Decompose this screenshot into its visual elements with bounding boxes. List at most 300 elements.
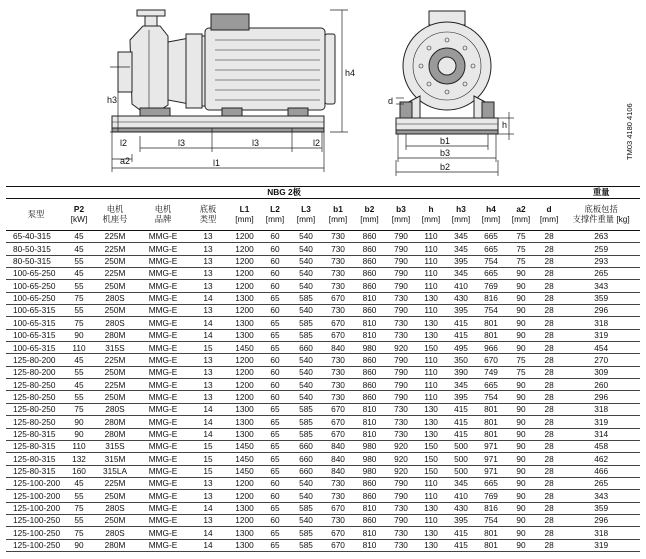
table-cell: 125-100-200 [6, 490, 66, 502]
table-cell: 280S [92, 317, 138, 329]
table-cell: 670 [323, 292, 353, 304]
table-cell: 110 [416, 255, 446, 267]
table-cell: 90 [66, 539, 92, 551]
table-cell: 971 [476, 440, 506, 452]
table-cell: 730 [323, 354, 353, 366]
table-cell: 14 [188, 329, 228, 341]
table-cell: 90 [66, 428, 92, 440]
table-cell: 280S [92, 403, 138, 415]
column-header-label: b1 [333, 204, 343, 214]
table-cell: 55 [66, 514, 92, 526]
table-cell: 769 [476, 490, 506, 502]
table-cell: MMG-E [138, 292, 188, 304]
table-cell: 1450 [228, 453, 261, 465]
column-header [386, 199, 416, 231]
table-cell: MMG-E [138, 428, 188, 440]
table-cell: 730 [323, 391, 353, 403]
table-cell: 415 [446, 317, 476, 329]
column-header-label: h3 [456, 204, 466, 214]
column-header-unit: [mm] [328, 213, 348, 224]
table-cell: 860 [353, 354, 386, 366]
table-cell: 585 [289, 502, 323, 514]
column-header [562, 199, 640, 231]
table-cell: 1200 [228, 354, 261, 366]
table-cell: 790 [386, 514, 416, 526]
table-cell: 540 [289, 231, 323, 243]
table-cell: 90 [506, 539, 536, 551]
table-cell: 801 [476, 329, 506, 341]
table-cell: MMG-E [138, 305, 188, 317]
table-cell: 730 [323, 379, 353, 391]
table-cell: 665 [476, 268, 506, 280]
column-header-unit: [mm] [511, 213, 531, 224]
table-cell: 390 [446, 366, 476, 378]
label-d: d [388, 96, 394, 106]
table-cell: 280M [92, 539, 138, 551]
table-cell: 13 [188, 268, 228, 280]
table-cell: 670 [323, 329, 353, 341]
table-cell: 920 [386, 465, 416, 477]
table-cell: 585 [289, 416, 323, 428]
column-header [476, 199, 506, 231]
table-cell: 125-100-250 [6, 527, 66, 539]
table-cell: 125-100-200 [6, 502, 66, 514]
table-row [6, 391, 640, 403]
table-cell: 585 [289, 317, 323, 329]
table-cell: 665 [476, 379, 506, 391]
table-cell: 65 [261, 416, 289, 428]
table-cell: 110 [416, 305, 446, 317]
table-cell: 670 [323, 539, 353, 551]
terminal-box [211, 14, 249, 30]
table-cell: 318 [562, 317, 640, 329]
table-cell: 790 [386, 231, 416, 243]
table-cell: 55 [66, 255, 92, 267]
table-cell: 343 [562, 490, 640, 502]
table-cell: 410 [446, 490, 476, 502]
column-header-label: 底板包括 [584, 204, 618, 214]
label-b1: b1 [440, 136, 451, 146]
table-cell: 801 [476, 416, 506, 428]
table-cell: 28 [536, 514, 562, 526]
table-cell: 250M [92, 514, 138, 526]
table-cell: MMG-E [138, 477, 188, 489]
table-cell: 840 [323, 465, 353, 477]
table-cell: 263 [562, 231, 640, 243]
table-cell: 45 [66, 379, 92, 391]
column-header [6, 199, 66, 231]
column-header-label: 电机 [154, 204, 172, 214]
table-cell: 13 [188, 243, 228, 255]
column-header [66, 199, 92, 231]
table-cell: 90 [66, 416, 92, 428]
column-header-label: 泵型 [27, 208, 45, 219]
table-cell: 585 [289, 428, 323, 440]
table-cell: 28 [536, 416, 562, 428]
table-cell: 110 [416, 490, 446, 502]
table-cell: 319 [562, 329, 640, 341]
table-cell: 13 [188, 391, 228, 403]
table-cell: 65 [261, 502, 289, 514]
table-cell: 150 [416, 453, 446, 465]
table-cell: 60 [261, 243, 289, 255]
column-header-label: h4 [486, 204, 496, 214]
table-cell: 790 [386, 280, 416, 292]
table-cell: 60 [261, 391, 289, 403]
table-cell: 125-80-200 [6, 354, 66, 366]
table-cell: 585 [289, 292, 323, 304]
table-cell: 15 [188, 453, 228, 465]
label-l2-right: l2 [313, 138, 321, 148]
table-cell: 840 [323, 440, 353, 452]
table-cell: 296 [562, 391, 640, 403]
table-cell: 90 [506, 305, 536, 317]
column-header [138, 199, 188, 231]
table-cell: 110 [66, 342, 92, 354]
table-cell: 280M [92, 329, 138, 341]
table-cell: 90 [506, 416, 536, 428]
table-cell: MMG-E [138, 403, 188, 415]
table-cell: MMG-E [138, 255, 188, 267]
table-cell: 860 [353, 379, 386, 391]
table-cell: 540 [289, 477, 323, 489]
table-cell: 670 [323, 416, 353, 428]
table-cell: 1200 [228, 255, 261, 267]
table-cell: 754 [476, 255, 506, 267]
column-header-label: b3 [396, 204, 406, 214]
table-cell: 730 [323, 490, 353, 502]
table-cell: 980 [353, 342, 386, 354]
table-cell: 730 [386, 317, 416, 329]
table-cell: 225M [92, 354, 138, 366]
table-row [6, 292, 640, 304]
table-cell: 280S [92, 502, 138, 514]
table-cell: 920 [386, 440, 416, 452]
table-cell: 754 [476, 305, 506, 317]
table-cell: 670 [323, 317, 353, 329]
table-cell: 810 [353, 329, 386, 341]
table-cell: 1300 [228, 329, 261, 341]
table-cell: 14 [188, 428, 228, 440]
table-cell: MMG-E [138, 342, 188, 354]
table-cell: 225M [92, 477, 138, 489]
table-cell: 15 [188, 465, 228, 477]
column-header-unit: 类型 [199, 213, 217, 224]
table-cell: 125-80-315 [6, 453, 66, 465]
table-cell: 100-65-315 [6, 329, 66, 341]
table-cell: 65 [261, 453, 289, 465]
table-cell: 65 [261, 440, 289, 452]
table-cell: 790 [386, 305, 416, 317]
table-cell: 540 [289, 490, 323, 502]
table-row [6, 280, 640, 292]
column-header [353, 199, 386, 231]
table-cell: 45 [66, 477, 92, 489]
table-cell: 790 [386, 243, 416, 255]
table-cell: 90 [506, 453, 536, 465]
table-cell: 90 [506, 280, 536, 292]
table-cell: 540 [289, 354, 323, 366]
table-cell: 65 [261, 428, 289, 440]
table-cell: 110 [416, 354, 446, 366]
label-h: h [502, 120, 508, 130]
table-cell: 28 [536, 379, 562, 391]
table-cell: 816 [476, 502, 506, 514]
table-cell: 90 [66, 329, 92, 341]
table-cell: 28 [536, 354, 562, 366]
table-cell: 860 [353, 477, 386, 489]
table-row [6, 514, 640, 526]
table-cell: 1200 [228, 391, 261, 403]
table-cell: 540 [289, 280, 323, 292]
table-cell: 13 [188, 255, 228, 267]
label-l1: l1 [213, 158, 221, 168]
table-cell: MMG-E [138, 440, 188, 452]
table-cell: 75 [66, 502, 92, 514]
table-cell: 225M [92, 231, 138, 243]
table-cell: 971 [476, 465, 506, 477]
table-cell: 80-50-315 [6, 255, 66, 267]
table-cell: 296 [562, 514, 640, 526]
table-cell: MMG-E [138, 527, 188, 539]
column-header-label: d [546, 204, 552, 214]
table-cell: 55 [66, 280, 92, 292]
table-cell: 28 [536, 502, 562, 514]
table-cell: MMG-E [138, 490, 188, 502]
table-cell: 1200 [228, 514, 261, 526]
table-row [6, 453, 640, 465]
table-cell: 250M [92, 305, 138, 317]
table-cell: 980 [353, 453, 386, 465]
table-cell: 749 [476, 366, 506, 378]
table-cell: 45 [66, 354, 92, 366]
table-cell: 920 [386, 453, 416, 465]
table-cell: 466 [562, 465, 640, 477]
table-cell: 540 [289, 268, 323, 280]
table-cell: 13 [188, 366, 228, 378]
table-cell: 1300 [228, 416, 261, 428]
table-cell: 730 [386, 403, 416, 415]
table-row [6, 379, 640, 391]
table-cell: 860 [353, 268, 386, 280]
table-cell: 130 [416, 292, 446, 304]
table-cell: 660 [289, 342, 323, 354]
table-cell: 110 [416, 391, 446, 403]
column-header-label: P2 [73, 204, 85, 214]
table-cell: MMG-E [138, 329, 188, 341]
table-cell: 458 [562, 440, 640, 452]
table-cell: 28 [536, 391, 562, 403]
table-cell: 280M [92, 428, 138, 440]
table-cell: 415 [446, 403, 476, 415]
table-cell: 132 [66, 453, 92, 465]
table-cell: 110 [416, 243, 446, 255]
table-cell: 265 [562, 268, 640, 280]
table-cell: 280M [92, 416, 138, 428]
table-cell: 90 [506, 403, 536, 415]
table-cell: 160 [66, 465, 92, 477]
table-cell: MMG-E [138, 416, 188, 428]
table-cell: 350 [446, 354, 476, 366]
table-cell: 28 [536, 428, 562, 440]
table-row [6, 440, 640, 452]
table-row [6, 342, 640, 354]
table-cell: 314 [562, 428, 640, 440]
table-cell: 319 [562, 539, 640, 551]
column-header-label: 底板 [199, 204, 217, 214]
column-header-label: h [428, 204, 434, 214]
table-cell: 28 [536, 453, 562, 465]
table-cell: 730 [323, 268, 353, 280]
table-cell: 280S [92, 527, 138, 539]
table-cell: 860 [353, 490, 386, 502]
table-cell: 660 [289, 453, 323, 465]
table-cell: 100-65-315 [6, 305, 66, 317]
table-row [6, 231, 640, 243]
column-header-unit: 品牌 [154, 213, 172, 224]
table-cell: 130 [416, 329, 446, 341]
table-row [6, 416, 640, 428]
table-cell: 75 [506, 255, 536, 267]
table-cell: 28 [536, 268, 562, 280]
table-cell: 754 [476, 391, 506, 403]
table-cell: 860 [353, 280, 386, 292]
table-cell: 110 [416, 268, 446, 280]
table-cell: 670 [323, 403, 353, 415]
table-cell: 1200 [228, 477, 261, 489]
table-cell: 75 [66, 527, 92, 539]
table-cell: 540 [289, 243, 323, 255]
table-cell: 801 [476, 428, 506, 440]
table-cell: 860 [353, 305, 386, 317]
table-cell: 730 [386, 329, 416, 341]
table-cell: 150 [416, 440, 446, 452]
table-cell: 125-100-250 [6, 539, 66, 551]
table-cell: 280S [92, 292, 138, 304]
table-cell: 110 [416, 379, 446, 391]
table-cell: 980 [353, 440, 386, 452]
column-header-unit: [mm] [481, 213, 501, 224]
table-cell: 395 [446, 305, 476, 317]
table-cell: 816 [476, 292, 506, 304]
table-cell: 790 [386, 391, 416, 403]
column-header-unit: [mm] [451, 213, 471, 224]
table-cell: 790 [386, 268, 416, 280]
table-cell: 28 [536, 490, 562, 502]
table-cell: 730 [386, 428, 416, 440]
table-row [6, 255, 640, 267]
table-cell: 540 [289, 379, 323, 391]
suction-flange [118, 52, 132, 92]
column-header [261, 199, 289, 231]
table-cell: 65 [261, 329, 289, 341]
column-header-unit: [kW] [70, 213, 88, 224]
column-header [289, 199, 323, 231]
table-cell: 55 [66, 366, 92, 378]
table-cell: 860 [353, 366, 386, 378]
table-cell: MMG-E [138, 514, 188, 526]
column-header-unit: [mm] [296, 213, 316, 224]
table-cell: 730 [323, 366, 353, 378]
table-cell: 810 [353, 428, 386, 440]
label-l2-left: l2 [120, 138, 128, 148]
table-cell: 225M [92, 268, 138, 280]
table-cell: 90 [506, 268, 536, 280]
table-cell: 13 [188, 514, 228, 526]
table-cell: 730 [386, 416, 416, 428]
table-cell: 28 [536, 292, 562, 304]
table-cell: 13 [188, 305, 228, 317]
table-cell: 65 [261, 527, 289, 539]
table-cell: 730 [323, 231, 353, 243]
table-cell: 500 [446, 453, 476, 465]
table-cell: 125-80-250 [6, 403, 66, 415]
table-cell: 318 [562, 403, 640, 415]
table-cell: 665 [476, 231, 506, 243]
table-cell: 90 [506, 342, 536, 354]
table-cell: 28 [536, 403, 562, 415]
table-cell: 860 [353, 231, 386, 243]
table-cell: 540 [289, 391, 323, 403]
table-cell: 150 [416, 465, 446, 477]
column-header [416, 199, 446, 231]
table-cell: 1450 [228, 465, 261, 477]
table-cell: 296 [562, 305, 640, 317]
table-cell: 790 [386, 490, 416, 502]
table-cell: 415 [446, 416, 476, 428]
table-cell: 125-100-200 [6, 477, 66, 489]
table-cell: 250M [92, 280, 138, 292]
table-cell: 75 [506, 231, 536, 243]
label-b3: b3 [440, 148, 451, 158]
front-view [388, 11, 514, 176]
table-cell: 125-80-200 [6, 366, 66, 378]
table-cell: MMG-E [138, 391, 188, 403]
table-cell: MMG-E [138, 280, 188, 292]
table-cell: 60 [261, 231, 289, 243]
table-cell: 1200 [228, 268, 261, 280]
table-cell: 55 [66, 490, 92, 502]
table-cell: 810 [353, 403, 386, 415]
table-cell: 769 [476, 280, 506, 292]
table-cell: 860 [353, 243, 386, 255]
table-cell: 1200 [228, 231, 261, 243]
table-cell: 28 [536, 255, 562, 267]
table-cell: 90 [506, 428, 536, 440]
table-cell: 150 [416, 342, 446, 354]
table-cell: 1200 [228, 490, 261, 502]
table-cell: 670 [323, 502, 353, 514]
table-cell: 415 [446, 539, 476, 551]
table-cell: 730 [323, 255, 353, 267]
table-cell: 45 [66, 231, 92, 243]
table-cell: 265 [562, 477, 640, 489]
table-cell: 415 [446, 527, 476, 539]
table-cell: MMG-E [138, 268, 188, 280]
table-cell: 585 [289, 527, 323, 539]
table-cell: 810 [353, 416, 386, 428]
table-cell: 13 [188, 231, 228, 243]
table-cell: 810 [353, 317, 386, 329]
column-header-label: b2 [364, 204, 375, 214]
table-cell: 28 [536, 366, 562, 378]
column-header-row [6, 199, 640, 231]
table-cell: 14 [188, 292, 228, 304]
table-cell: 130 [416, 416, 446, 428]
table-cell: 810 [353, 527, 386, 539]
table-cell: 790 [386, 366, 416, 378]
table-cell: 665 [476, 477, 506, 489]
